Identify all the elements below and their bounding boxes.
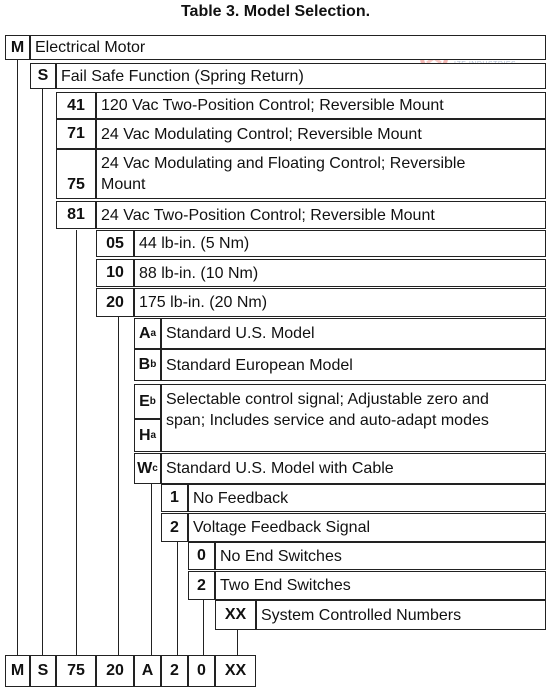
footnote-w: c <box>152 462 158 474</box>
code-a <box>134 318 161 349</box>
desc-a: Standard U.S. Model <box>161 318 546 349</box>
footnote-a: a <box>150 327 157 339</box>
desc-w: Standard U.S. Model with Cable <box>161 453 546 484</box>
desc-10: 88 lb-in. (10 Nm) <box>134 259 546 287</box>
example-switches: 0 <box>188 655 215 687</box>
code-w-letter: W <box>137 459 153 477</box>
footnote-e: b <box>149 395 156 407</box>
desc-b: Standard European Model <box>161 349 546 381</box>
connector-model <box>76 230 77 655</box>
code-71: 71 <box>56 119 96 149</box>
connector-m <box>17 59 18 655</box>
desc-71: 24 Vac Modulating Control; Reversible Mount <box>96 119 546 149</box>
table-title: Table 3. Model Selection. <box>180 3 371 20</box>
code-75: 75 <box>56 149 96 199</box>
desc-75-line1: 24 Vac Modulating and Floating Control; Reversible <box>101 155 466 172</box>
code-s: S <box>30 63 56 89</box>
connector-torque <box>118 317 119 655</box>
desc-e-h <box>161 384 546 452</box>
code-e-letter: E <box>139 392 150 410</box>
desc-75-line2: Mount <box>101 176 146 193</box>
connector-xx <box>237 630 238 655</box>
desc-fail-safe: Fail Safe Function (Spring Return) <box>56 63 546 89</box>
code-20: 20 <box>96 288 134 317</box>
code-a-letter: A <box>138 324 151 342</box>
code-41: 41 <box>56 92 96 119</box>
example-s: S <box>30 655 56 687</box>
desc-e-h-line2: span; Includes service and auto-adapt modes <box>166 412 489 429</box>
example-xx: XX <box>215 655 256 687</box>
code-switch-2: 2 <box>188 571 215 600</box>
desc-feedback-2: Voltage Feedback Signal <box>188 513 546 542</box>
code-e <box>134 384 161 419</box>
desc-switch-0: No End Switches <box>215 542 546 570</box>
code-xx: XX <box>215 600 256 630</box>
desc-xx: System Controlled Numbers <box>256 600 546 630</box>
desc-switch-2: Two End Switches <box>215 571 546 600</box>
connector-feedback <box>177 542 178 655</box>
desc-05: 44 lb-in. (5 Nm) <box>134 230 546 257</box>
code-h-letter: H <box>138 426 151 444</box>
footnote-b: b <box>150 359 157 370</box>
code-feedback-2: 2 <box>161 513 188 542</box>
code-w <box>134 453 161 484</box>
desc-e-h-line1: Selectable control signal; Adjustable zero and <box>166 391 489 408</box>
desc-41: 120 Vac Two-Position Control; Reversible Mount <box>96 92 546 119</box>
example-model: 75 <box>56 655 96 687</box>
example-m: M <box>5 655 30 687</box>
code-10: 10 <box>96 259 134 287</box>
connector-s <box>42 88 43 655</box>
example-version: A <box>134 655 161 687</box>
code-feedback-1: 1 <box>161 484 188 512</box>
code-h <box>134 419 161 452</box>
desc-75 <box>96 149 546 199</box>
code-05: 05 <box>96 230 134 257</box>
code-81: 81 <box>56 201 96 229</box>
desc-feedback-1: No Feedback <box>188 484 546 512</box>
code-b <box>134 349 161 381</box>
example-feedback: 2 <box>161 655 188 687</box>
desc-20: 175 lb-in. (20 Nm) <box>134 288 546 317</box>
code-b-letter: B <box>138 356 151 373</box>
connector-switches <box>203 600 204 655</box>
desc-81: 24 Vac Two-Position Control; Reversible Mount <box>96 201 546 229</box>
desc-electrical-motor: Electrical Motor <box>30 35 546 60</box>
example-torque: 20 <box>96 655 134 687</box>
footnote-h: a <box>150 429 157 441</box>
code-switch-0: 0 <box>188 542 215 570</box>
code-m: M <box>5 35 30 60</box>
connector-version <box>151 484 152 655</box>
